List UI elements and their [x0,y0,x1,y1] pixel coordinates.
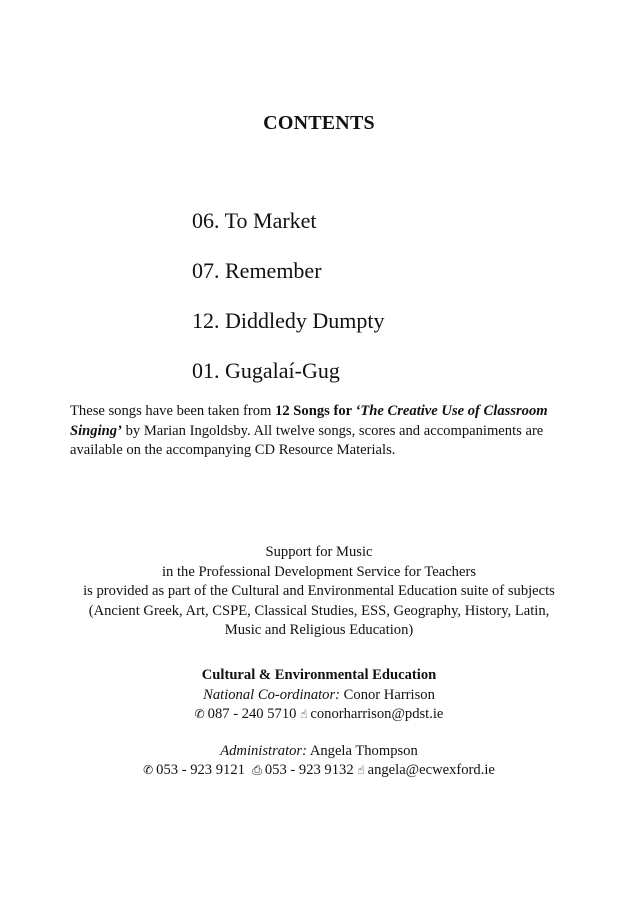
coordinator-phone: 087 - 240 5710 [207,706,297,723]
book-title-italic: ‘The Creative Use of Classroom Singing’ [70,403,548,439]
support-line: (Ancient Greek, Art, CSPE, Classical Studies, ESS, Geography, History, Latin, [88,602,550,619]
coordinator-email[interactable]: conorharrison@pdst.ie [310,706,444,723]
admin-email[interactable]: angela@ecwexford.ie [367,762,495,779]
contents-item: 07. Remember [192,258,322,283]
admin-line [0,742,638,762]
support-line: Music and Religious Education) [224,622,414,639]
contents-item: 01. Gugalaí-Gug [192,358,340,383]
support-line: is provided as part of the Cultural and Environmental Education suite of subjects [83,583,555,600]
book-title-bold: 12 Songs for [275,403,356,419]
admin-name: Angela Thompson [309,742,418,759]
phone-icon: ✆ [143,763,154,778]
intro-paragraph [70,402,570,461]
contact-block [0,666,638,781]
intro-text: These songs have been taken from [70,403,276,419]
mouse-pointer-icon: ☝ [300,707,308,722]
mouse-pointer-icon: ☝ [357,763,365,778]
support-statement [0,543,638,641]
admin-phone: 053 - 923 9121 [156,762,245,779]
contents-item: 12. Diddledy Dumpty [192,308,385,333]
support-line: in the Professional Development Service for Teachers [162,563,476,580]
coordinator-name: Conor Harrison [343,686,435,703]
phone-icon: ✆ [194,707,205,722]
support-line: Support for Music [265,544,373,560]
contents-item: 06. To Market [192,208,317,233]
intro-text-rest: by Marian Ingoldsby. All twelve songs, scores and accompaniments are available on the accompanying CD Resource Materials. [70,422,544,458]
coordinator-role: National Co-ordinator: [203,686,341,703]
contents-list [192,206,385,406]
admin-role: Administrator: [220,742,307,759]
page-title: CONTENTS [263,112,375,134]
admin-fax: 053 - 923 9132 [264,762,354,779]
contact-heading: Cultural & Environmental Education [201,667,437,683]
coordinator-line [0,686,638,706]
admin-contact-line [0,761,638,781]
fax-icon: ⎙ [252,763,262,778]
coordinator-contact-line [0,705,638,725]
